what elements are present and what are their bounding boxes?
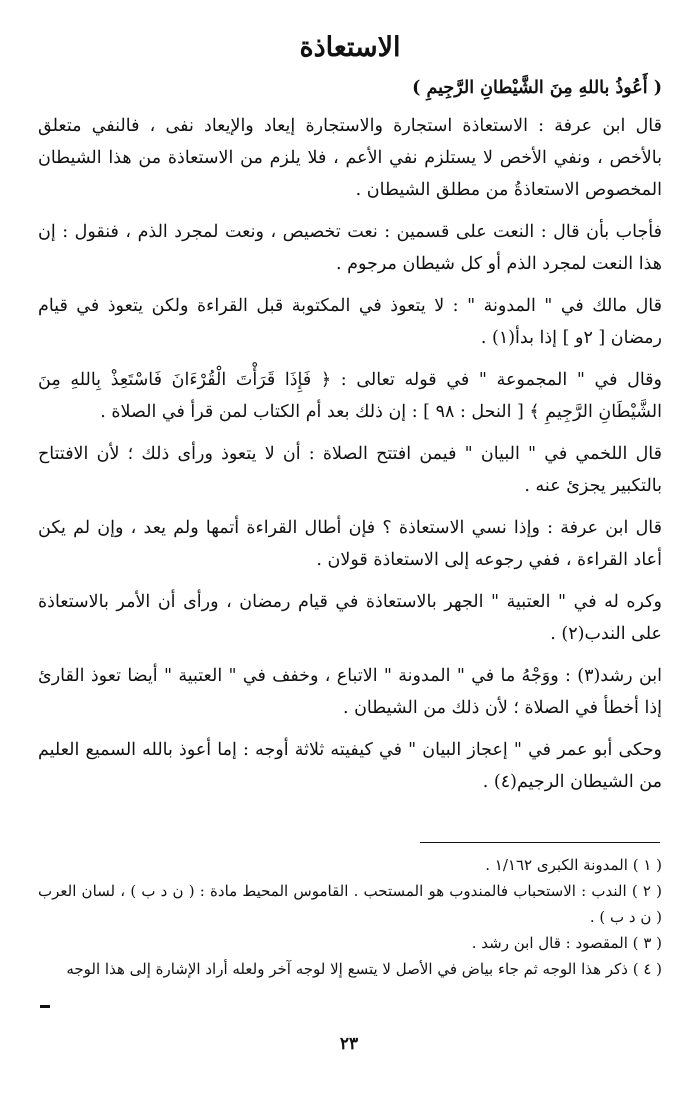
paragraph-utbiyya: وكره له في " العتبية " الجهر بالاستعاذة في قيام رمضان ، ورأى أن الأمر بالاستعاذة على الندب(٢) . (38, 592, 662, 644)
footnotes (38, 852, 662, 982)
page-number: ٢٣ (339, 1034, 359, 1054)
paragraph-malik: قال مالك في " المدونة " : لا يتعوذ في المكتوبة قبل القراءة ولكن يتعوذ في قيام رمضان [ ٢و ] إذا بدأ(١) . (38, 296, 662, 348)
footnote-1: ( ١ ) المدونة الكبرى ١/١٦٢ . (485, 856, 662, 874)
page-body (38, 30, 662, 808)
paragraph-ibn-rushd: ابن رشد(٣) : ووَجْهُ ما في " المدونة " الاتباع ، وخفف في " العتبية " أيضا تعوذ القارئ إذا أخطأ في الصلاة ؛ لأن ذلك من الشيطان . (38, 666, 663, 718)
page-title: الاستعاذة (299, 32, 401, 63)
isti-adha-formula: ( أَعُوذُ باللهِ مِنَ الشَّيْطانِ الرَّجِيمِ ) (412, 78, 662, 98)
paragraph-majmua: وقال في " المجموعة " في قوله تعالى : ﴿ فَإِذَا قَرَأْتَ الْقُرْءَانَ فَاسْتَعِذْ بِاللهِ مِنَ الشَّيْطَانِ الرَّجِيمِ ﴾ [ النحل : ٩٨ ] : إن ذلك بعد أم الكتاب لمن قرأ في الصلاة . (38, 370, 662, 422)
footnote-3: ( ٣ ) المقصود : قال ابن رشد . (471, 934, 662, 952)
footnote-4: ( ٤ ) ذكر هذا الوجه ثم جاء بياض في الأصل لا يتسع إلا لوجه آخر ولعله أراد الإشارة إلى هذا الوجه (66, 960, 662, 978)
paragraph-ibn-arafa: قال ابن عرفة : الاستعاذة استجارة والاستجارة إيعاد والإيعاد نفى ، فالنفي متعلق بالأخص ، ونفي الأخص لا يستلزم نفي الأعم ، فلا يلزم من الاستعاذة من هذا الشيطان المخصوص الاستعاذةُ من مطلق الشيطان . (38, 116, 662, 200)
paragraph-answer: فأجاب بأن قال : النعت على قسمين : نعت تخصيص ، ونعت لمجرد الذم ، فنقول : إن هذا النعت لمجرد الذم أو كل شيطان مرجوم . (38, 222, 662, 274)
paragraph-forgot: قال ابن عرفة : وإذا نسي الاستعاذة ؟ فإن أطال القراءة أتمها ولم يعد ، وإن لم يكن أعاد القراءة ، ففي رجوعه إلى الاستعاذة قولان . (38, 518, 662, 570)
footnote-2: ( ٢ ) الندب : الاستحباب فالمندوب هو المستحب . القاموس المحيط مادة : ( ن د ب ) ، لسان العرب ( ن د ب ) . (38, 882, 662, 926)
paragraph-abu-umar: وحكى أبو عمر في " إعجاز البيان " في كيفيته ثلاثة أوجه : إما أعوذ بالله السميع العليم من الشيطان الرجيم(٤) . (38, 740, 662, 792)
paragraph-lakhmi: قال اللخمي في " البيان " فيمن افتتح الصلاة : أن لا يتعوذ ورأى ذلك ؛ لأن الافتتاح بالتكبير يجزئ عنه . (38, 444, 662, 496)
footnote-divider (420, 842, 660, 843)
continuation-mark (40, 1005, 50, 1008)
